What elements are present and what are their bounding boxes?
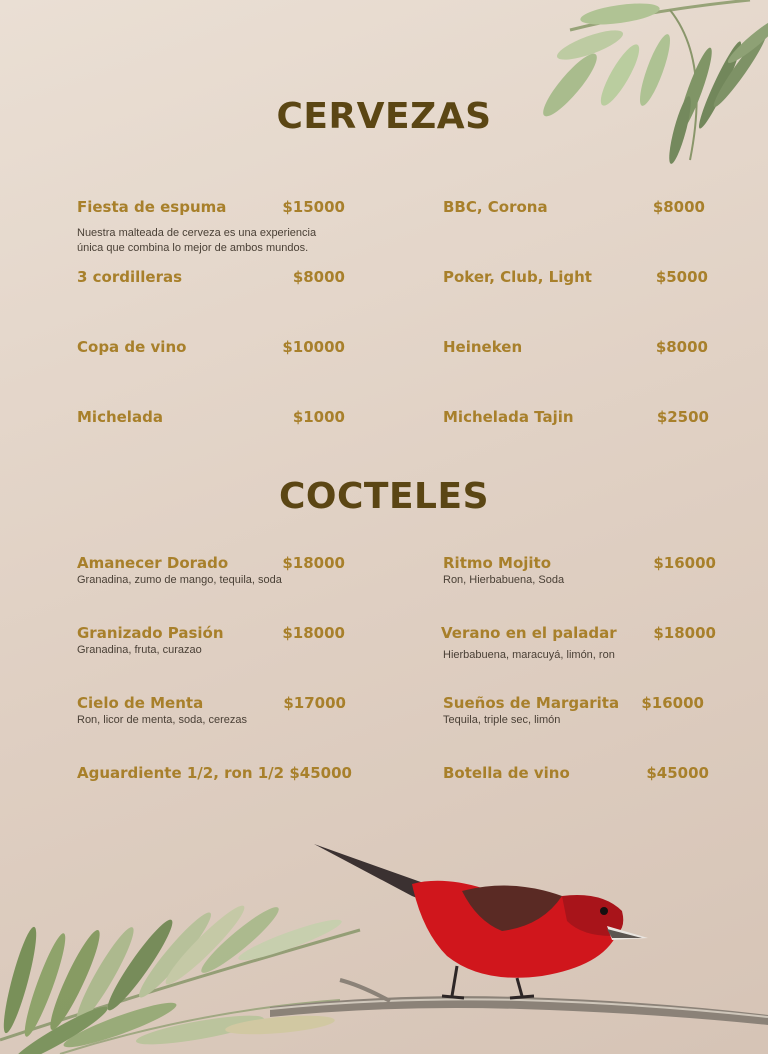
item-name: Verano en el paladar (441, 624, 617, 642)
item-name: Granizado Pasión (77, 624, 224, 642)
menu-item (77, 198, 345, 258)
leaf-branch-top-right-icon (530, 0, 768, 175)
item-description: Ron, Hierbabuena, Soda (443, 574, 565, 586)
item-name: Aguardiente 1/2, ron 1/2 (77, 764, 285, 782)
item-price: $15000 (282, 198, 345, 216)
section-title-cocteles: COCTELES (278, 476, 490, 517)
item-price: $45000 (289, 764, 352, 782)
item-price: $16000 (653, 554, 716, 572)
item-name: Poker, Club, Light (443, 268, 592, 286)
item-price: $16000 (641, 694, 704, 712)
item-name: Botella de vino (443, 764, 570, 782)
item-name: Copa de vino (77, 338, 187, 356)
item-price: $8000 (292, 268, 345, 286)
item-name: Sueños de Margarita (443, 694, 620, 712)
item-price: $2500 (656, 408, 709, 426)
item-description (77, 226, 316, 256)
item-description: Ron, licor de menta, soda, cerezas (77, 714, 247, 726)
item-name: Cielo de Menta (77, 694, 204, 712)
item-description: Tequila, triple sec, limón (443, 714, 561, 726)
item-name: Heineken (443, 338, 523, 356)
item-name: 3 cordilleras (77, 268, 183, 286)
item-price: $8000 (652, 198, 705, 216)
item-name: Michelada (77, 408, 163, 426)
item-description: Granadina, fruta, curazao (77, 644, 202, 656)
item-price: $5000 (655, 268, 708, 286)
item-name: Amanecer Dorado (77, 554, 229, 572)
item-name: Ritmo Mojito (443, 554, 552, 572)
item-description-line: única que combina lo mejor de ambos mundos. (77, 242, 309, 254)
red-tanager-bird-icon (312, 836, 652, 1006)
item-name: BBC, Corona (443, 198, 548, 216)
item-price: $17000 (283, 694, 346, 712)
item-description: Granadina, zumo de mango, tequila, soda (77, 574, 282, 586)
item-price: $1000 (292, 408, 345, 426)
section-title-cervezas: CERVEZAS (276, 96, 492, 137)
item-description: Hierbabuena, maracuyá, limón, ron (443, 649, 615, 661)
item-price: $18000 (282, 624, 345, 642)
item-price: $10000 (282, 338, 345, 356)
item-price: $18000 (653, 624, 716, 642)
item-name: Fiesta de espuma (77, 198, 227, 216)
item-price: $45000 (646, 764, 709, 782)
item-price: $18000 (282, 554, 345, 572)
item-name: Michelada Tajin (443, 408, 574, 426)
item-price: $8000 (655, 338, 708, 356)
item-description-line: Nuestra malteada de cerveza es una experiencia (77, 227, 317, 239)
